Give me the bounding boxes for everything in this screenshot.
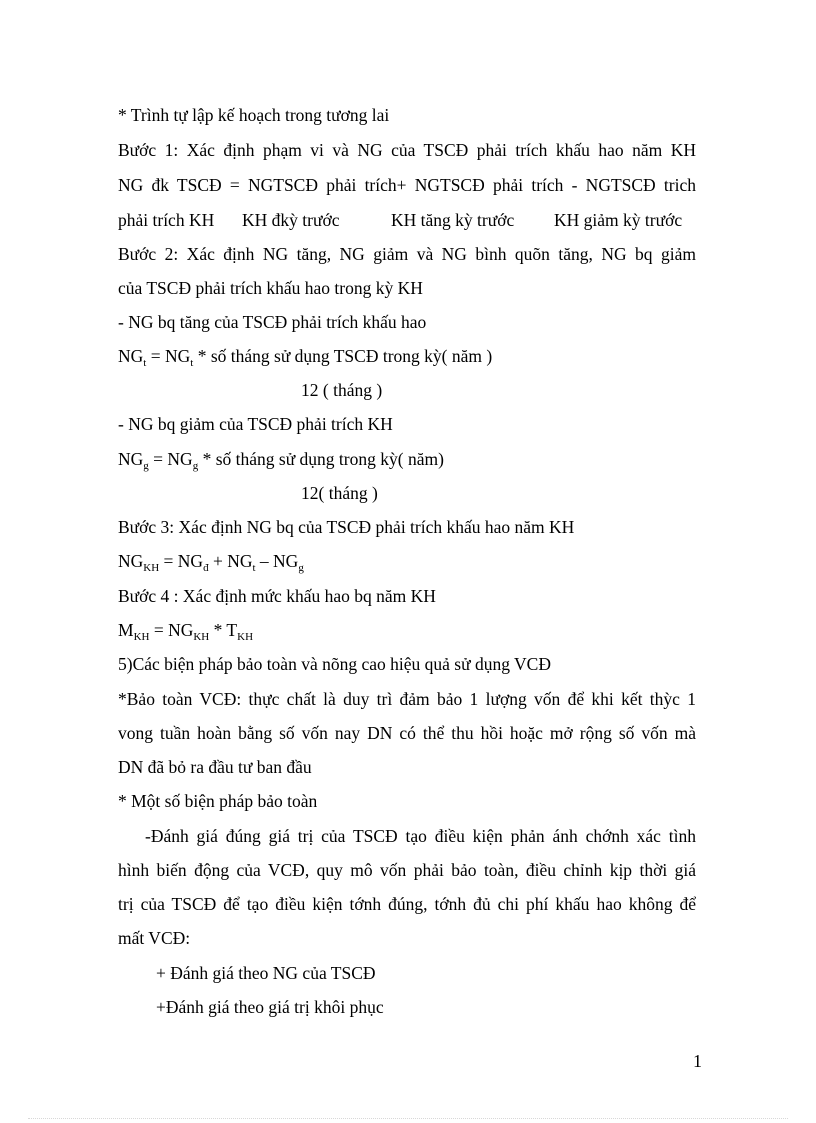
preservation-text-3: DN đã bỏ ra đầu tư ban đầu — [118, 757, 312, 777]
measures-heading: * Một số biện pháp bảo toàn — [118, 791, 318, 811]
ng-bq-decrease-heading: - NG bq giảm của TSCĐ phải trích KH — [118, 414, 393, 434]
step-4-text: Bước 4 : Xác định mức khấu hao bq năm KH — [118, 586, 436, 606]
preservation-text-2: vong tuần hoàn bằng số vốn nay DN có thể thu hồi hoặc mở rộng số vốn mà — [118, 723, 696, 743]
measure-paragraph-3: trị của TSCĐ để tạo điều kiện tớnh đúng, tớnh đủ chi phí khấu hao không để — [118, 894, 696, 914]
step-2-text: Bước 2: Xác định NG tăng, NG giảm và NG bình quõn tăng, NG bq giảm — [118, 244, 696, 264]
preservation-text-1: *Bảo toàn VCĐ: thực chất là duy trì đảm bảo 1 lượng vốn để khi kết thỳc 1 — [118, 689, 696, 709]
formula-ng-g: $NG_g = NG_g$ * số tháng sử dụng trong kỳ( năm) — [118, 449, 444, 472]
step-1-text: Bước 1: Xác định phạm vi và NG của TSCĐ phải trích khấu hao năm KH — [118, 140, 696, 160]
measure-paragraph-2: hình biến động của VCĐ, quy mô vốn phải bảo toàn, điều chỉnh kịp thời giá — [118, 860, 696, 880]
sub-item-restore-value: +Đánh giá theo giá trị khôi phục — [156, 997, 384, 1017]
label-c: KH tăng kỳ trước — [391, 210, 515, 230]
heading-future-plan: * Trình tự lập kế hoạch trong tương lai — [118, 105, 390, 125]
formula-ng-g-denominator: 12( tháng ) — [301, 483, 378, 503]
measure-paragraph-1: -Đánh giá đúng giá trị của TSCĐ tạo điều kiện phản ánh chớnh xác tình — [145, 826, 696, 846]
ng-bq-increase-heading: - NG bq tăng của TSCĐ phải trích khấu hao — [118, 312, 427, 332]
formula-ng-dk-labels — [118, 209, 696, 231]
section-5-heading: 5)Các biện pháp bảo toàn và nõng cao hiệu quả sử dụng VCĐ — [118, 654, 551, 674]
formula-ng-t-denominator: 12 ( tháng ) — [301, 380, 383, 400]
page-number: 1 — [693, 1051, 702, 1071]
formula-m-kh: $M_{KH} = NG_{KH} * T_{KH}$ — [118, 620, 254, 643]
formula-ng-dk: NG đk TSCĐ = NGTSCĐ phải trích+ NGTSCĐ phải trích - NGTSCĐ trich — [118, 175, 696, 195]
step-2-text-cont: của TSCĐ phải trích khấu hao trong kỳ KH — [118, 278, 423, 298]
formula-ng-kh: $NG_{KH} = NG_đ + NG_t - NG_g$ — [118, 551, 304, 574]
label-b: KH đkỳ trước — [242, 210, 340, 230]
formula-ng-t: $NG_t = NG_t$ * số tháng sử dụng TSCĐ trong kỳ( năm ) — [118, 346, 493, 369]
label-a: phải trích KH — [118, 210, 215, 230]
step-3-text: Bước 3: Xác định NG bq của TSCĐ phải trích khấu hao năm KH — [118, 517, 575, 537]
sub-item-ng: + Đánh giá theo NG của TSCĐ — [156, 963, 376, 983]
label-d: KH giảm kỳ trước — [554, 210, 683, 230]
measure-paragraph-4: mất VCĐ: — [118, 928, 191, 948]
page-bottom-divider — [28, 1118, 788, 1119]
